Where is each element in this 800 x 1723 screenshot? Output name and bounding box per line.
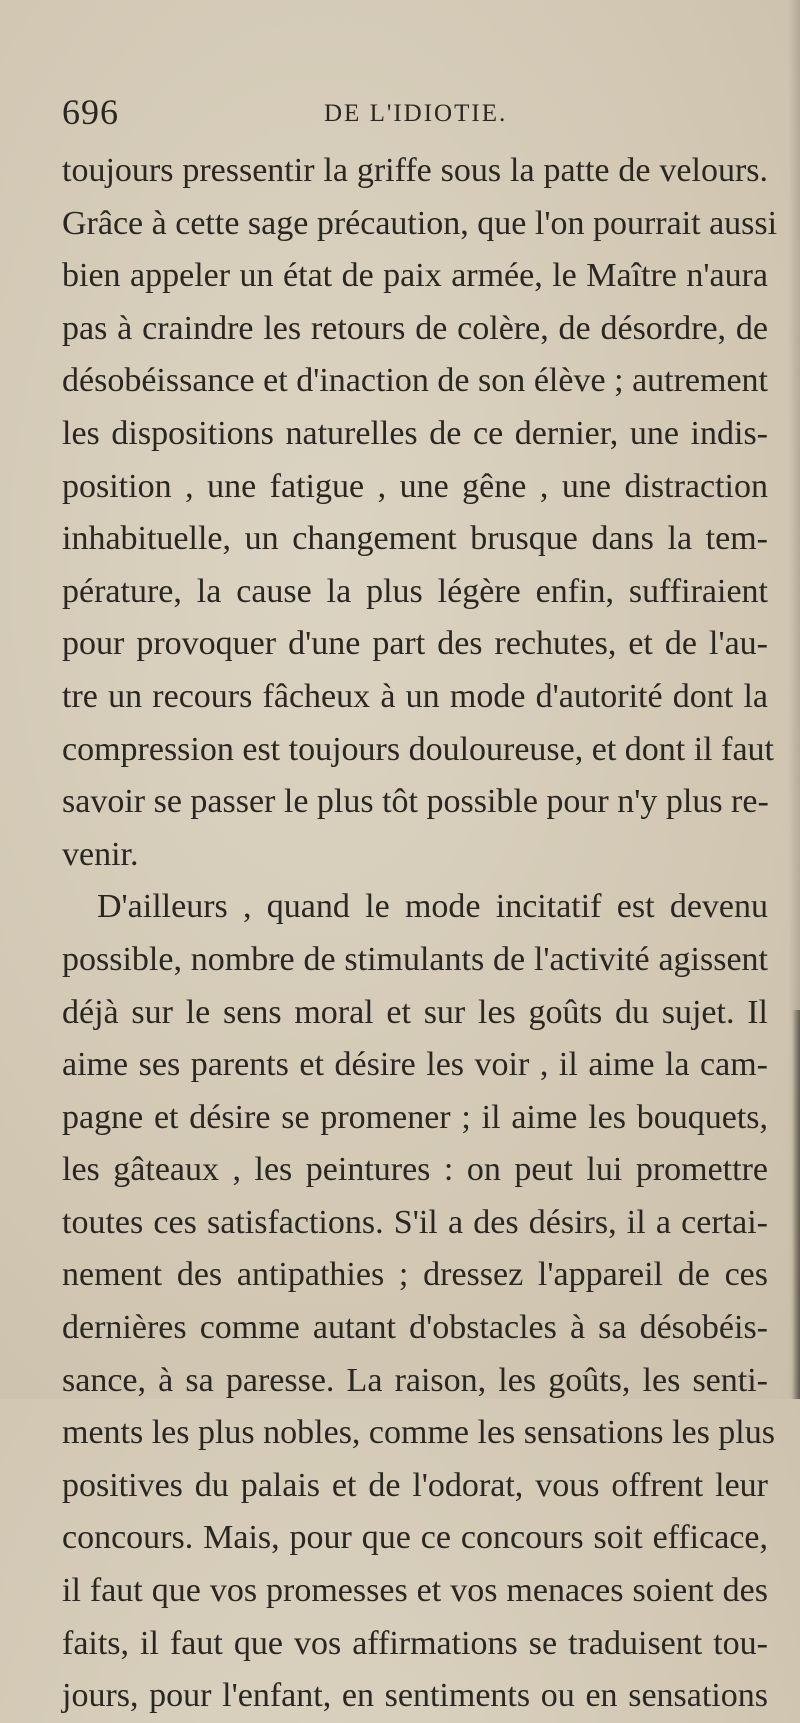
text-line: toujours pressentir la griffe sous la patte de velours. bbox=[62, 152, 768, 189]
text-line: aime ses parents et désire les voir , il aime la cam- bbox=[62, 1046, 768, 1084]
text-line: faits, il faut que vos affirmations se traduisent tou- bbox=[62, 1624, 768, 1662]
text-line: les dispositions naturelles de ce dernier, une indis- bbox=[62, 414, 768, 452]
text-line: jours, pour l'enfant, en sentiments ou en sensations bbox=[62, 1677, 768, 1715]
text-line: ments les plus nobles, comme les sensations les plus bbox=[62, 1414, 775, 1452]
text-line: pas à craindre les retours de colère, de désordre, de bbox=[62, 309, 768, 347]
running-head bbox=[62, 92, 762, 132]
text-line: venir. bbox=[62, 835, 139, 873]
text-line: dernières comme autant d'obstacles à sa désobéis- bbox=[62, 1309, 768, 1347]
text-line: pérature, la cause la plus légère enfin, suffiraient bbox=[62, 572, 768, 610]
body-text bbox=[62, 145, 778, 1723]
text-line: Grâce à cette sage précaution, que l'on pourrait aussi bbox=[62, 204, 778, 242]
text-line: sance, à sa paresse. La raison, les goûts, les senti- bbox=[62, 1361, 768, 1399]
text-line: nement des antipathies ; dressez l'appareil de ces bbox=[62, 1256, 768, 1294]
text-line: position , une fatigue , une gêne , une distraction bbox=[62, 467, 768, 505]
page-edge-dark bbox=[792, 1010, 800, 1399]
text-line: possible, nombre de stimulants de l'activité agissent bbox=[62, 940, 768, 978]
text-line: tre un recours fâcheux à un mode d'autorité dont la bbox=[62, 677, 768, 715]
text-line: savoir se passer le plus tôt possible pour n'y plus re- bbox=[62, 783, 769, 821]
text-line: bien appeler un état de paix armée, le Maître n'aura bbox=[62, 257, 768, 295]
running-title: DE L'IDIOTIE. bbox=[324, 100, 508, 127]
text-line: pagne et désire se promener ; il aime les bouquets, bbox=[62, 1098, 768, 1136]
text-line: il faut que vos promesses et vos menaces soient des bbox=[62, 1572, 768, 1610]
text-line: concours. Mais, pour que ce concours soit efficace, bbox=[62, 1519, 768, 1557]
text-line: positives du palais et de l'odorat, vous offrent leur bbox=[62, 1466, 768, 1504]
page-number: 696 bbox=[62, 92, 119, 132]
text-line: pour provoquer d'une part des rechutes, et de l'au- bbox=[62, 625, 768, 663]
text-line: inhabituelle, un changement brusque dans la tem- bbox=[62, 520, 768, 558]
text-line: déjà sur le sens moral et sur les goûts du sujet. Il bbox=[62, 993, 768, 1031]
text-line: désobéissance et d'inaction de son élève ; autrement bbox=[62, 362, 768, 400]
text-line: compression est toujours douloureuse, et dont il faut bbox=[62, 730, 774, 768]
text-line: toutes ces satisfactions. S'il a des désirs, il a certai- bbox=[62, 1203, 768, 1241]
text-line: les gâteaux , les peintures : on peut lui promettre bbox=[62, 1151, 768, 1189]
text-line: D'ailleurs , quand le mode incitatif est devenu bbox=[97, 888, 768, 926]
